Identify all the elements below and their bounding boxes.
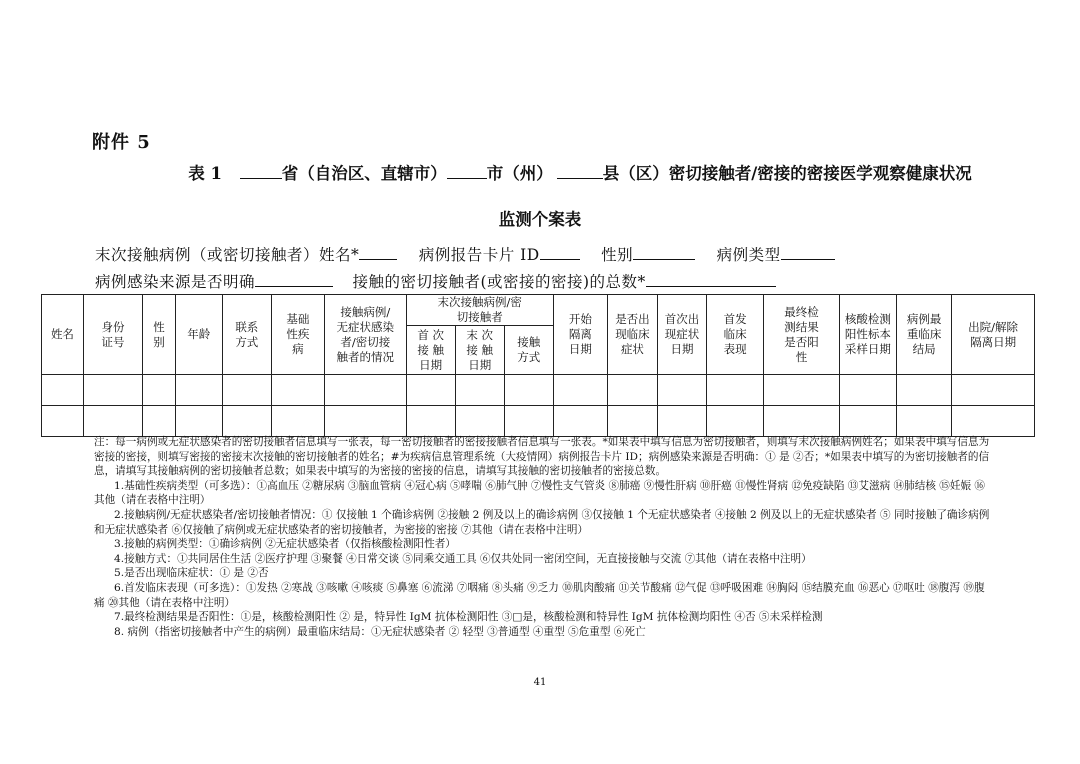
col-first-symptom-date: 首次出 现症状 日期 — [657, 295, 706, 375]
last-contact-name-field[interactable] — [359, 243, 397, 260]
title-city: 市（州） — [486, 164, 553, 183]
annex-label: 附件 5 — [92, 132, 151, 153]
note-item: 1.基础性疾病类型（可多选）：①高血压 ②糖尿病 ③脑血管病 ④冠心病 ⑤哮喘 ⑥肺气肿 ⑦慢性支气管炎 ⑧肺癌 ⑨慢性肝病 ⑩肝癌 ⑪慢性肾病 ⑫免疫缺陷 ⑬艾滋病 ⑭肺结核 ⑮妊娠 ⑯其他（请在表格中注明） — [94, 479, 986, 507]
sex-field[interactable] — [633, 243, 695, 260]
col-last-contact-date: 末 次 接 触 日期 — [455, 326, 504, 375]
infection-source-field[interactable] — [255, 270, 333, 287]
form-title — [40, 160, 1080, 184]
col-contact: 联系 方式 — [222, 295, 271, 375]
infection-source-label: 病例感染来源是否明确 — [95, 273, 256, 291]
col-symptoms: 是否出 现临床 症状 — [607, 295, 657, 375]
contact-total-label: 接触的密切接触者(或密接的密接)的总数* — [352, 273, 646, 291]
col-age: 年龄 — [175, 295, 222, 375]
note-item: 4.接触方式：①共同居住生活 ②医疗护理 ③聚餐 ④日常交谈 ⑤同乘交通工具 ⑥仅共处同一密闭空间，无直接接触与交流 ⑦其他（请在表格中注明） — [114, 552, 812, 565]
case-type-label: 病例类型 — [716, 246, 781, 264]
note-item: 6.首发临床表现（可多选）：①发热 ②寒战 ③咳嗽 ④咳痰 ⑤鼻塞 ⑥流涕 ⑦咽痛 ⑧头痛 ⑨乏力 ⑩肌肉酸痛 ⑪关节酸痛 ⑫气促 ⑬呼吸困难 ⑭胸闷 ⑮结膜充血 ⑯恶心 ⑰呕吐 ⑱腹泻 ⑲腹痛 ⑳其他（请在表格中注明） — [94, 581, 985, 609]
col-first-manifestation: 首发 临床 表现 — [707, 295, 764, 375]
col-id-number: 身份 证号 — [83, 295, 142, 375]
table-row — [42, 406, 1035, 437]
last-contact-name-label: 末次接触病例（或密切接触者）姓名* — [95, 246, 360, 264]
col-isolation-start: 开始 隔离 日期 — [553, 295, 607, 375]
sex-label: 性别 — [601, 246, 634, 264]
col-contact-mode: 接触 方式 — [504, 326, 553, 375]
title-prefix: 表 1 — [188, 164, 222, 183]
col-positive-sample-date: 核酸检测 阳性标本 采样日期 — [839, 295, 896, 375]
page-number: 41 — [533, 677, 547, 688]
table-row — [42, 375, 1035, 406]
city-blank[interactable] — [447, 164, 487, 179]
col-name: 姓名 — [42, 295, 84, 375]
col-underlying-disease: 基础 性疾 病 — [271, 295, 324, 375]
note-item: 7.最终检测结果是否阳性：①是，核酸检测阳性 ② 是，特异性 IgM 抗体检测阳性 ③□是，核酸检测和特异性 IgM 抗体检测均阳性 ④否 ⑤未采样检测 — [114, 611, 823, 624]
col-contact-situation: 接触病例/ 无症状感染 者/密切接 触者的情况 — [324, 295, 406, 375]
case-type-field[interactable] — [781, 243, 835, 260]
col-last-contact-group: 末次接触病例/密 切接触者 — [406, 295, 553, 326]
col-final-test-result: 最终检 测结果 是否阳 性 — [764, 295, 840, 375]
note-general: 注：每一病例或无症状感染者的密切接触者信息填写一张表，每一密切接触者的密接接触者信息填写一张表。*如果表中填写信息为密切接触者，则填写末次接触病例姓名；如果表中填写信息为密接的密接，则填写密接的密接末次接触的密切接触者的姓名；#为疾病信息管理系统（大疫情网）病例报告卡片 ID；病例感染来源是否明确：① 是 ②否；*如果表中填写的为密切接触者的信息，请填写其接触病例的密切接触者总数；如果表中填写的为密接的密接的信息，请填写其接触的密切接触者的密接总数。 — [94, 436, 990, 478]
form-notes — [94, 435, 990, 639]
meta-line-1 — [95, 243, 835, 265]
contact-total-field[interactable] — [646, 270, 776, 287]
case-card-id-field[interactable] — [540, 243, 580, 260]
note-item: 8. 病例（指密切接触者中产生的病例）最重临床结局：①无症状感染者 ② 轻型 ③普通型 ④重型 ⑤危重型 ⑥死亡 — [114, 625, 646, 638]
table-header-row — [42, 295, 1035, 326]
meta-line-2 — [95, 270, 776, 292]
title-province: 省（自治区、直辖市） — [281, 164, 447, 183]
form-subtitle: 监测个案表 — [498, 210, 582, 229]
case-card-id-label: 病例报告卡片 ID — [418, 246, 540, 264]
title-county: 县（区）密切接触者/密接的密接医学观察健康状况 — [602, 164, 972, 183]
col-first-contact-date: 首 次 接 触 日期 — [406, 326, 455, 375]
note-item: 3.接触的病例类型：①确诊病例 ②无症状感染者（仅指核酸检测阳性者） — [114, 538, 456, 551]
note-item: 2.接触病例/无症状感染者/密切接触者情况：① 仅接触 1 个确诊病例 ②接触 2 例及以上的确诊病例 ③仅接触 1 个无症状感染者 ④接触 2 例及以上的无症状感染者 ⑤ 同时接触了确诊病例和无症状感染者 ⑥仅接触了病例或无症状感染者的密切接触者，为密接的密接 ⑦其他（请在表格中注明） — [94, 508, 990, 536]
surveillance-table — [41, 294, 1035, 437]
col-discharge-date: 出院/解除 隔离日期 — [952, 295, 1035, 375]
province-blank[interactable] — [240, 164, 282, 179]
county-blank[interactable] — [557, 164, 603, 179]
col-sex: 性 别 — [143, 295, 176, 375]
note-item: 5.是否出现临床症状：① 是 ②否 — [114, 567, 269, 580]
col-worst-outcome: 病例最 重临床 结局 — [897, 295, 952, 375]
